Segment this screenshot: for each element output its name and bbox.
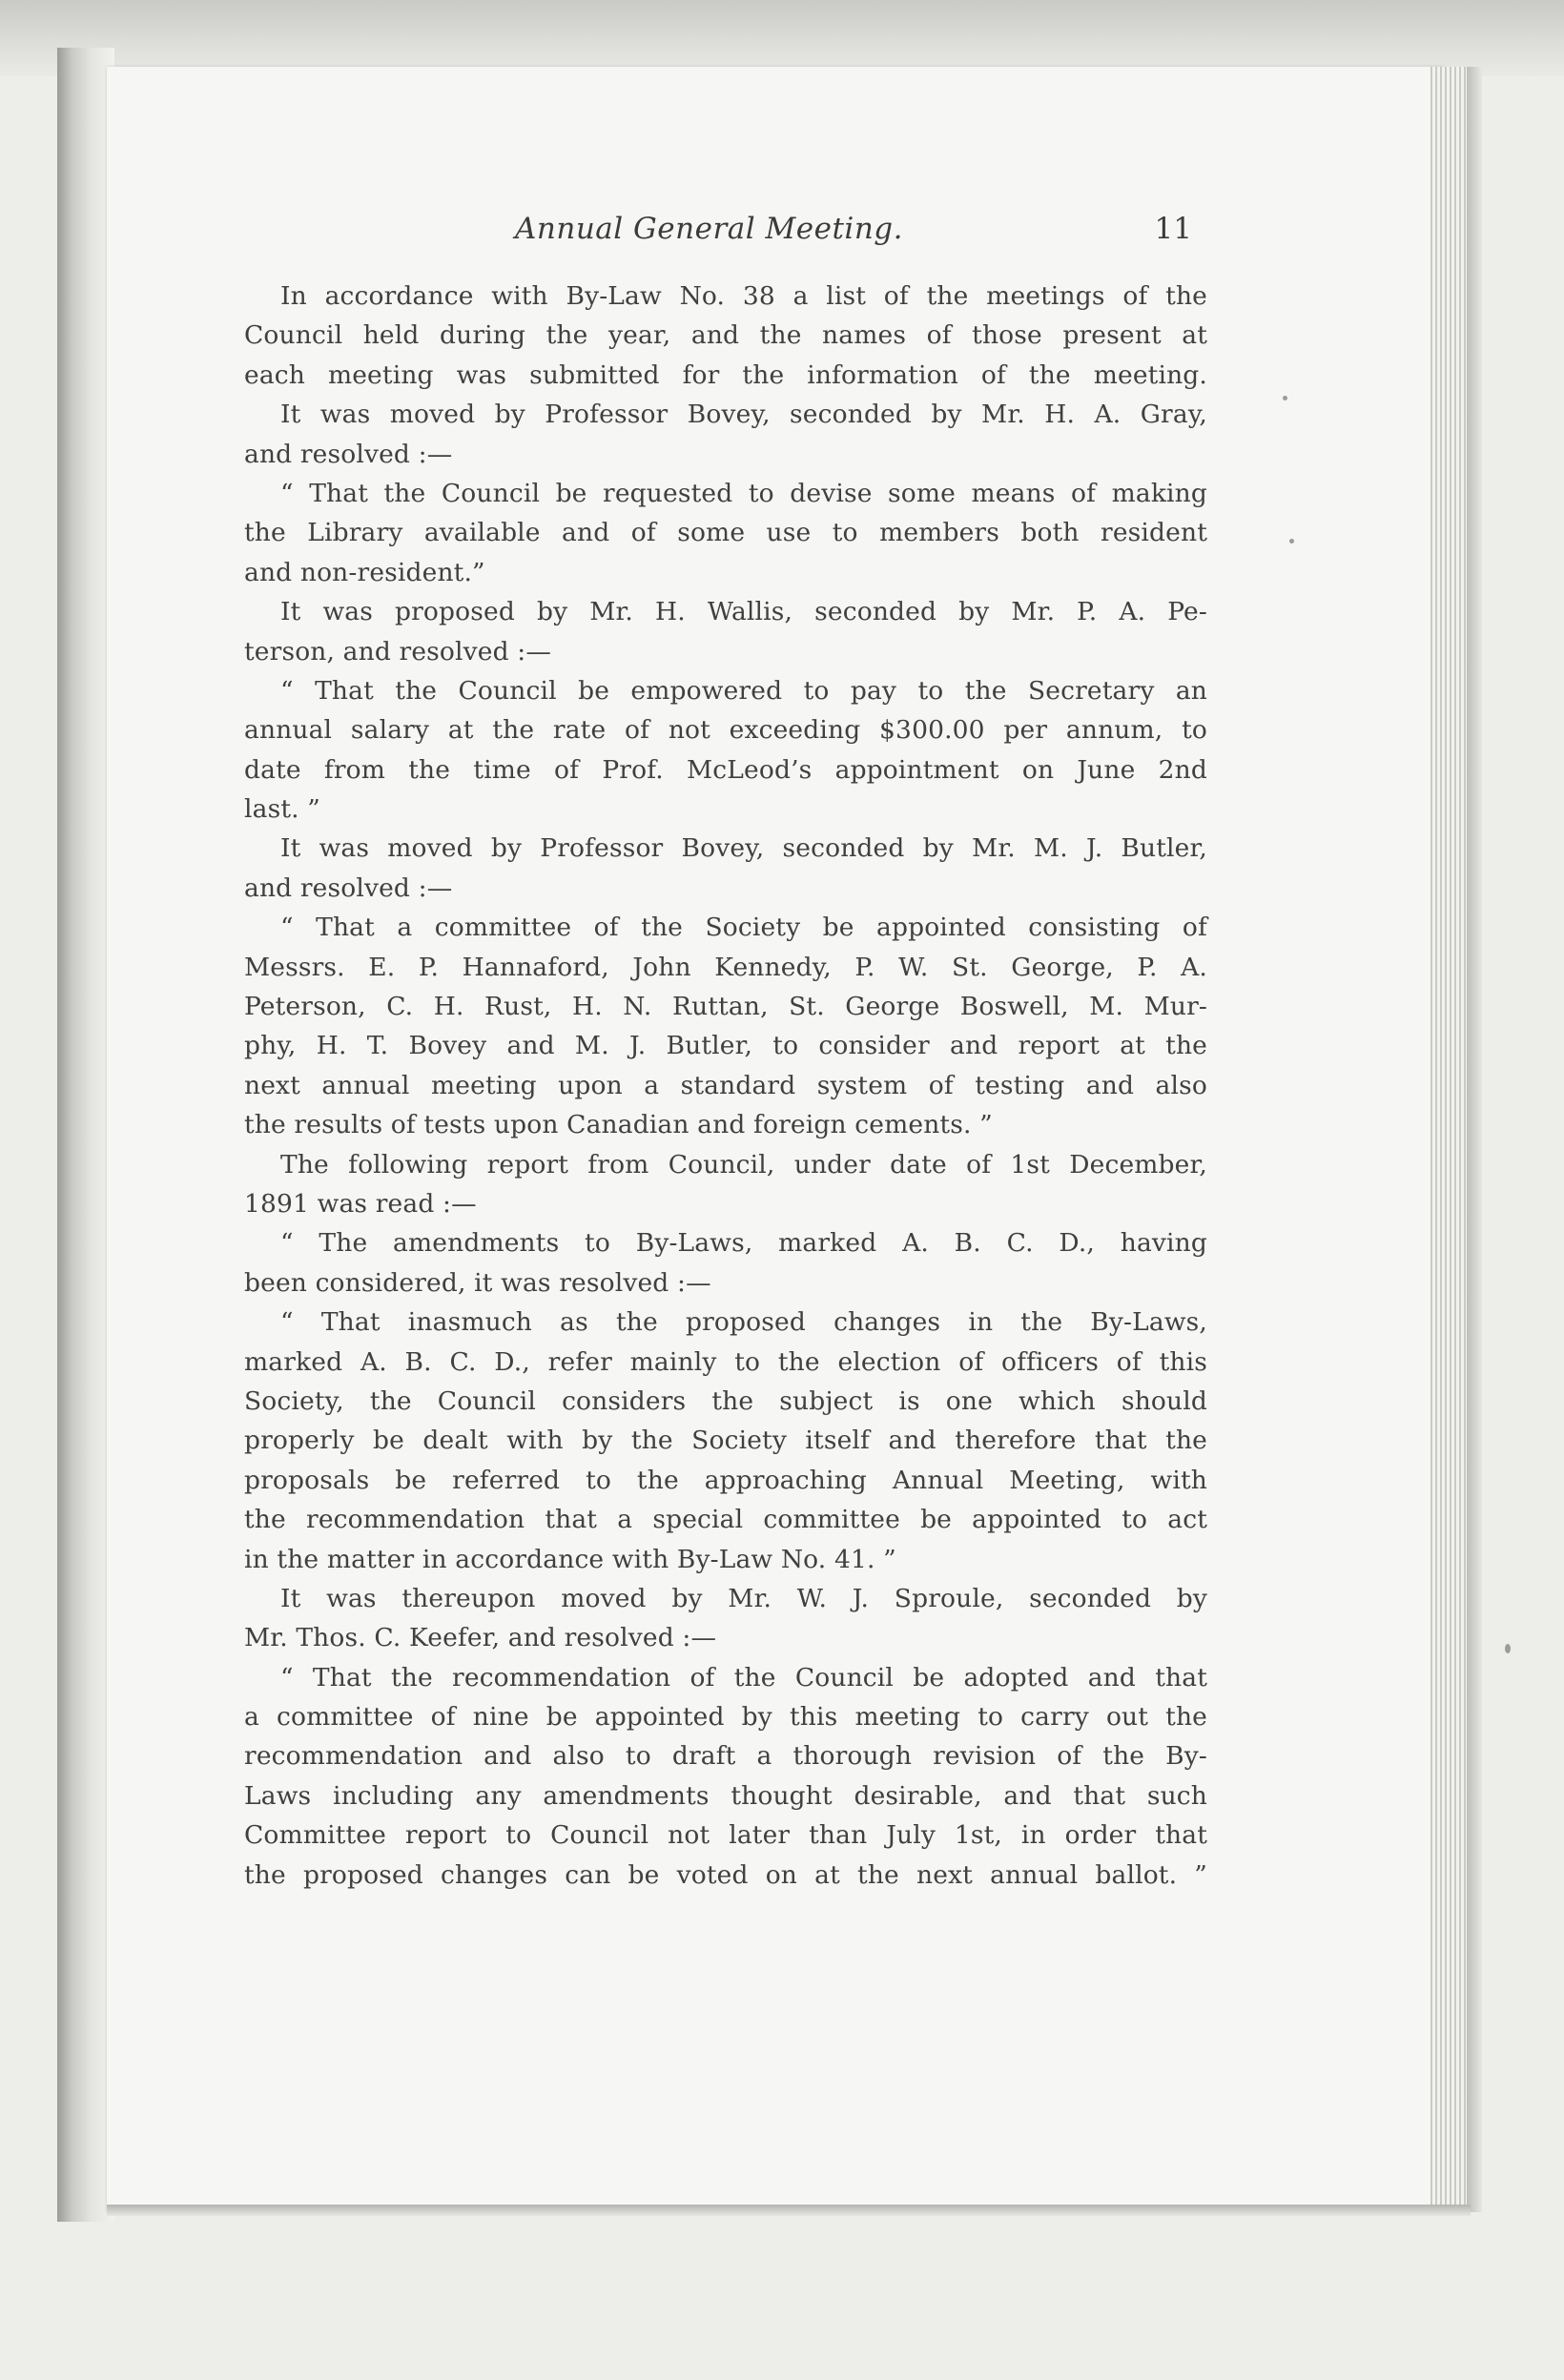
text-line: It was moved by Professor Bovey, seconded by Mr. M. J. Butler, [280, 833, 1207, 864]
text-line: It was proposed by Mr. H. Wallis, seconded by Mr. P. A. Pe- [280, 597, 1207, 627]
text-line: “ That the Council be empowered to pay to the Secretary an [280, 675, 1207, 706]
paper-speck [1505, 1644, 1511, 1653]
text-line: marked A. B. C. D., refer mainly to the election of officers of this [244, 1346, 1207, 1377]
text-line: Society, the Council considers the subject is one which should [244, 1385, 1207, 1416]
text-line: the results of tests upon Canadian and foreign cements. ” [244, 1110, 993, 1140]
running-head: Annual General Meeting. [515, 212, 903, 246]
text-line: and resolved :— [244, 439, 453, 469]
text-line: It was moved by Professor Bovey, seconded by Mr. H. A. Gray, [280, 400, 1207, 430]
text-line: Peterson, C. H. Rust, H. N. Ruttan, St. George Boswell, M. Mur- [244, 992, 1207, 1022]
text-line: “ That inasmuch as the proposed changes in the By-Laws, [280, 1307, 1207, 1338]
text-line: each meeting was submitted for the information of the meeting. [244, 359, 1207, 390]
page-header [515, 212, 1192, 259]
text-line: Mr. Thos. C. Keefer, and resolved :— [244, 1623, 717, 1653]
body-text [244, 277, 1207, 1895]
text-line: “ The amendments to By-Laws, marked A. B. C. D., having [280, 1228, 1207, 1259]
text-line: Council held during the year, and the names of those present at [244, 320, 1207, 351]
text-line: last. ” [244, 794, 320, 825]
text-line: The following report from Council, under date of 1st December, [280, 1149, 1207, 1180]
text-line: annual salary at the rate of not exceeding $300.00 per annum, to [244, 715, 1207, 746]
text-line: 1891 was read :— [244, 1188, 477, 1219]
text-line: next annual meeting upon a standard system of testing and also [244, 1070, 1207, 1100]
text-line: the Library available and of some use to members both resident [244, 518, 1207, 548]
text-line: In accordance with By-Law No. 38 a list of the meetings of the [280, 281, 1207, 311]
text-line: the recommendation that a special committee be appointed to act [244, 1505, 1207, 1535]
paper-speck [1289, 539, 1294, 544]
text-line: It was thereupon moved by Mr. W. J. Sproule, seconded by [280, 1583, 1207, 1613]
text-line: “ That the Council be requested to devise some means of making [280, 478, 1207, 508]
text-line: Committee report to Council not later than July 1st, in order that [244, 1820, 1207, 1851]
scan-border-top [0, 0, 1564, 76]
text-line: Messrs. E. P. Hannaford, John Kennedy, P. W. St. George, P. A. [244, 952, 1207, 982]
page-stack-shadow [1467, 67, 1482, 2212]
text-line: and non-resident.” [244, 557, 485, 587]
text-line: terson, and resolved :— [244, 636, 552, 667]
text-line: and resolved :— [244, 872, 453, 903]
text-line: proposals be referred to the approaching Annual Meeting, with [244, 1465, 1207, 1495]
text-line: “ That the recommendation of the Council be adopted and that [280, 1662, 1207, 1693]
text-line: in the matter in accordance with By-Law No. 41. ” [244, 1544, 896, 1574]
page-bottom-shadow [107, 2205, 1471, 2216]
text-line: properly be dealt with by the Society itself and therefore that the [244, 1426, 1207, 1456]
text-line: phy, H. T. Bovey and M. J. Butler, to consider and report at the [244, 1031, 1207, 1061]
text-line: been considered, it was resolved :— [244, 1267, 711, 1298]
paper-speck [1283, 396, 1287, 400]
page-stack-edges [1430, 67, 1467, 2212]
text-line: “ That a committee of the Society be appointed consisting of [280, 913, 1207, 943]
text-line: Laws including any amendments thought desirable, and that such [244, 1780, 1207, 1811]
text-line: date from the time of Prof. McLeod’s appointment on June 2nd [244, 754, 1207, 785]
book-binding-edge [57, 48, 114, 2222]
text-line: the proposed changes can be voted on at the next annual ballot. ” [244, 1859, 1207, 1890]
text-line: a committee of nine be appointed by this meeting to carry out the [244, 1702, 1207, 1733]
page-number: 11 [1154, 212, 1192, 246]
text-line: recommendation and also to draft a thorough revision of the By- [244, 1741, 1207, 1772]
